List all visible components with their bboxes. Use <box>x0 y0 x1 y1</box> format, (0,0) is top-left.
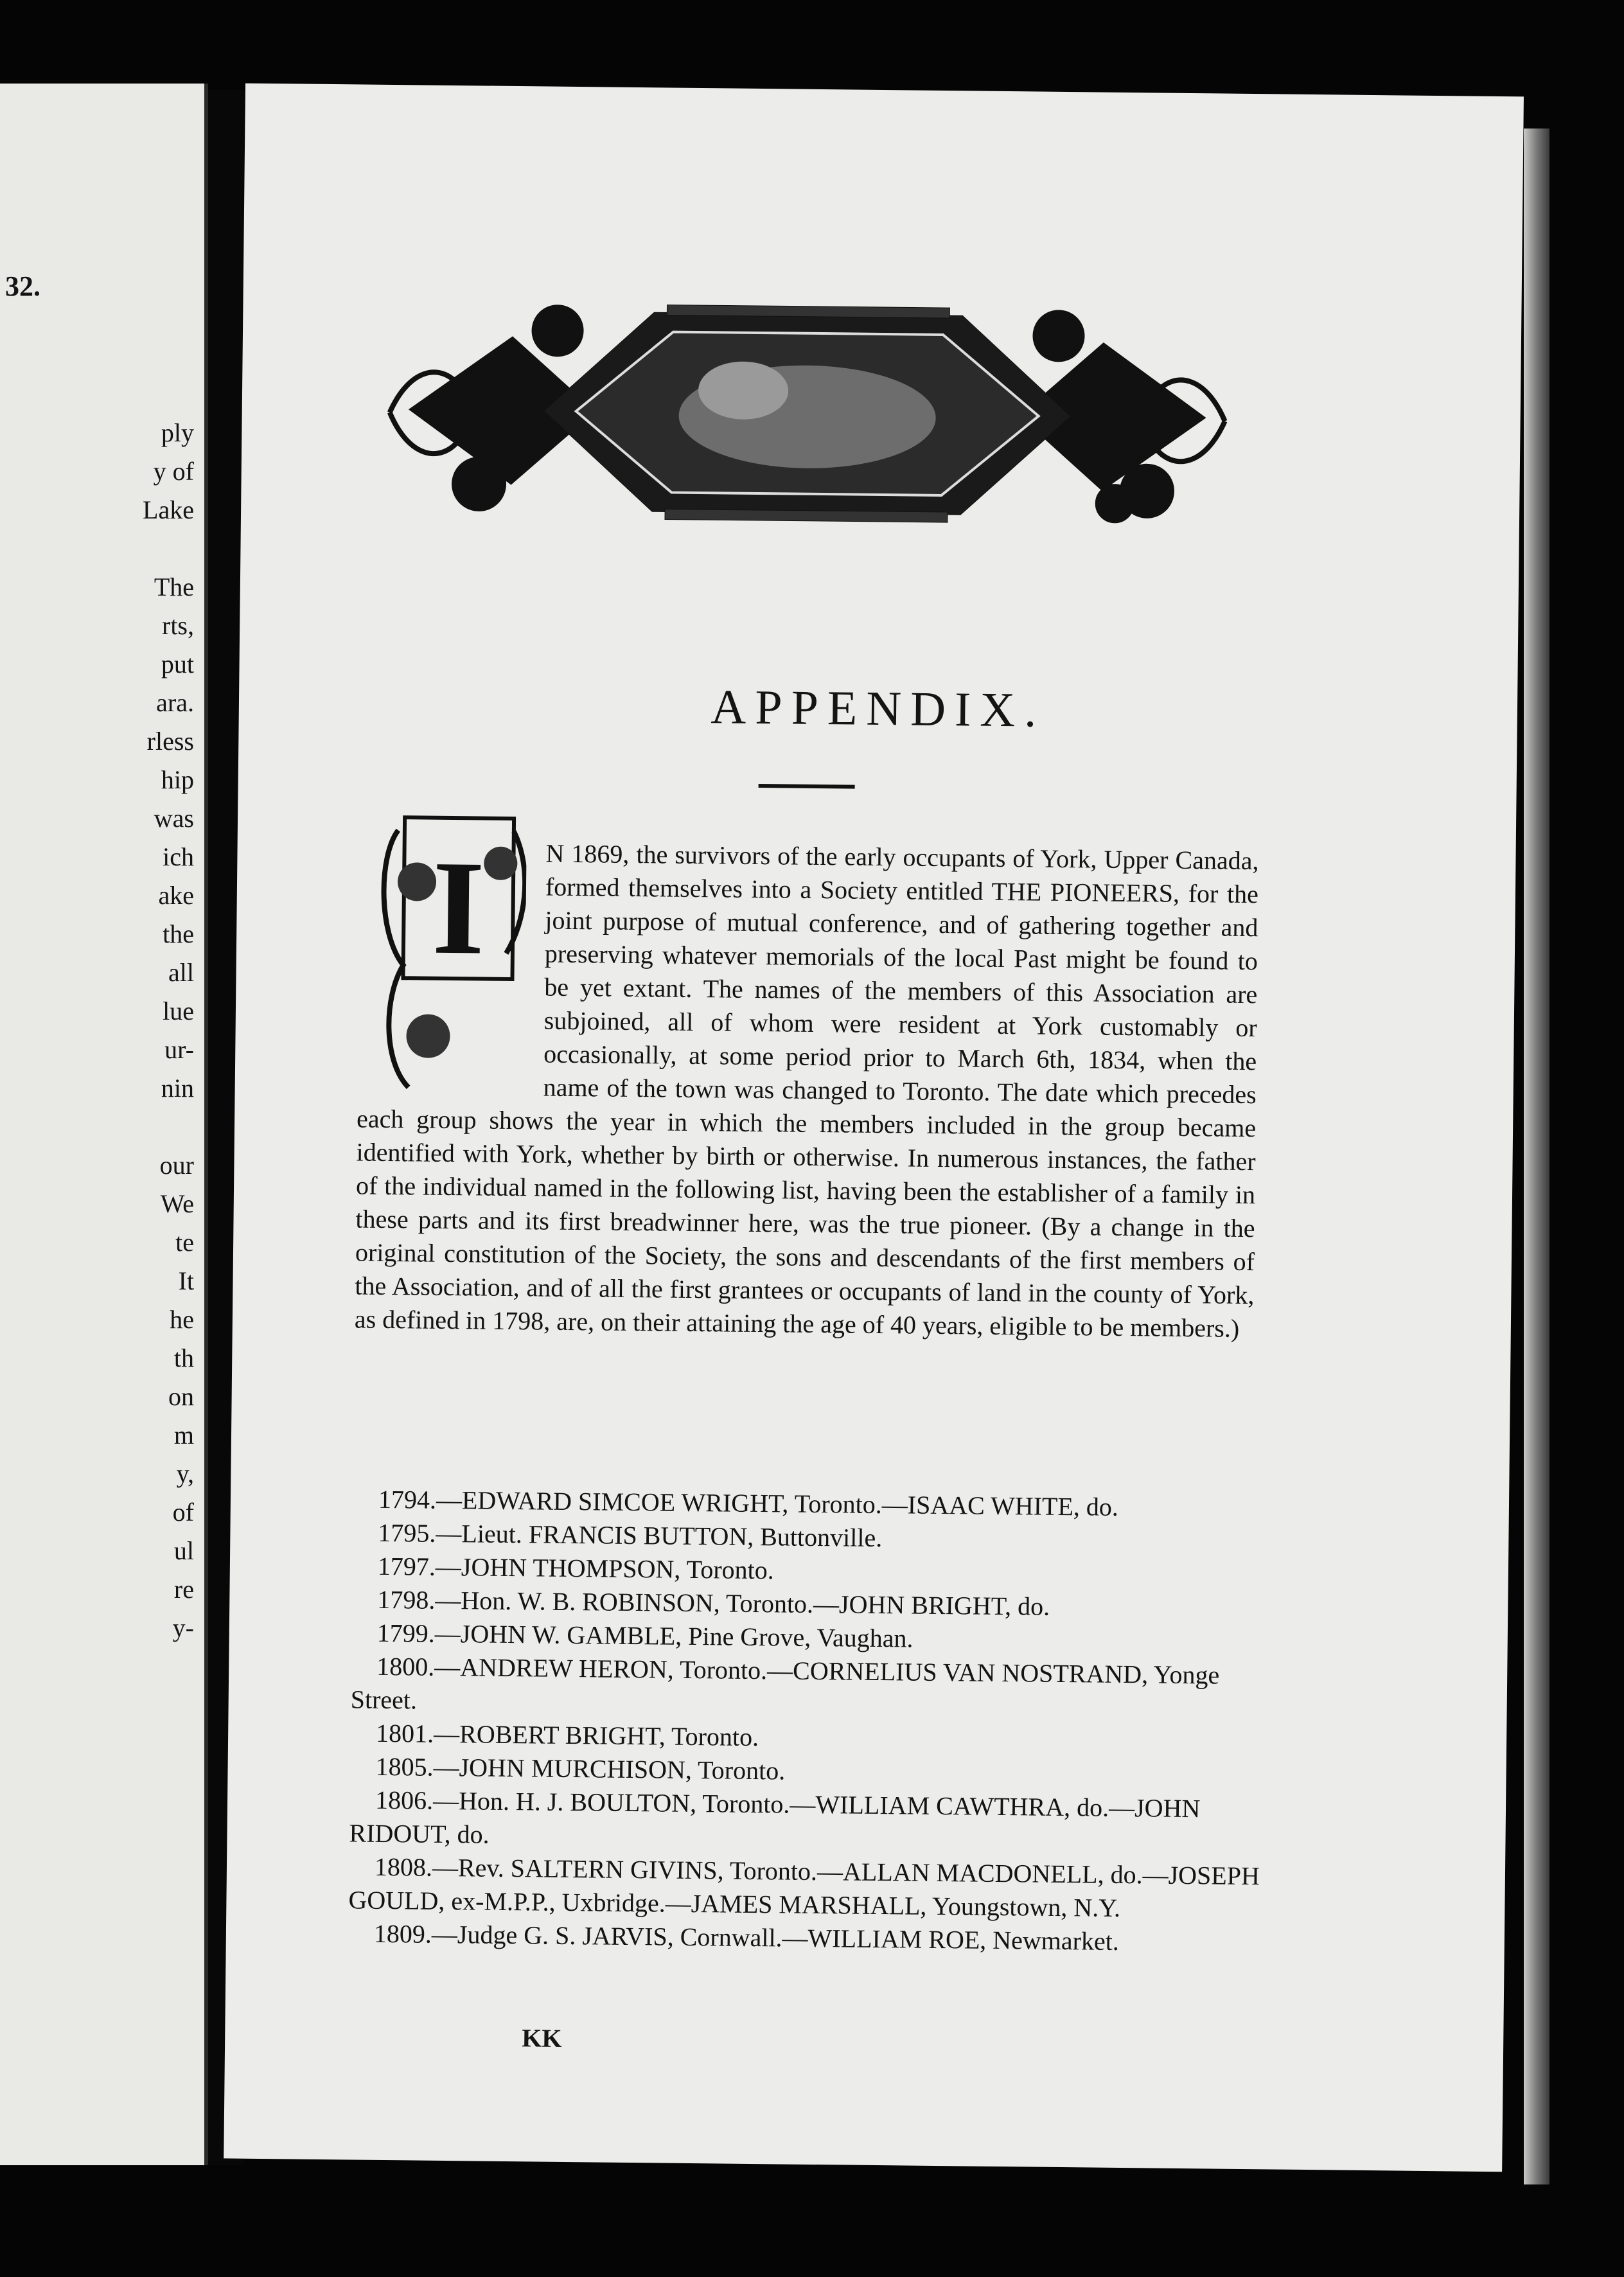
left-page <box>0 84 208 2165</box>
member-entry: 1809.—Judge G. S. JARVIS, Cornwall.—WILLIAM ROE, Newmarket. <box>373 1918 1120 1956</box>
page-edge <box>1524 128 1549 2184</box>
left-page-fragment: re <box>173 1575 194 1604</box>
left-page-fragment: Lake <box>143 495 194 524</box>
left-page-number: 32. <box>5 270 40 302</box>
signature-mark: KK <box>521 2023 562 2053</box>
appendix-title: APPENDIX. <box>710 680 1046 738</box>
left-page-fragment: nin <box>161 1074 194 1103</box>
left-page-fragment: rts, <box>162 611 194 640</box>
member-entry: 1798.—Hon. W. B. ROBINSON, Toronto.—JOHN BRIGHT, do. <box>377 1584 1050 1621</box>
left-page-fragment: y of <box>153 457 194 486</box>
left-page-fragment: ply <box>161 418 194 447</box>
left-page-fragment: ul <box>173 1536 194 1565</box>
member-entry: 1805.—JOHN MURCHISON, Toronto. <box>375 1751 786 1785</box>
member-entry: 1808.—Rev. SALTERN GIVINS, Toronto.—ALLAN MACDONELL, do.—JOSEPH GOULD, ex-M.P.P., Uxbridge.—JAMES MARSHALL, Youngstown, N.Y. <box>348 1852 1260 1922</box>
left-page-fragment: m <box>173 1421 194 1449</box>
left-page-fragment: th <box>173 1343 194 1372</box>
main-page <box>224 84 1524 2172</box>
left-page-fragment: rless <box>146 727 194 756</box>
title-rule <box>759 784 855 789</box>
member-entry: 1800.—ANDREW HERON, Toronto.—CORNELIUS VAN NOSTRAND, Yonge Street. <box>350 1651 1220 1715</box>
member-entry: 1795.—Lieut. FRANCIS BUTTON, Buttonville. <box>378 1518 883 1553</box>
drop-cap-letter: I <box>431 833 486 983</box>
left-page-fragment: on <box>168 1382 194 1411</box>
intro-text: N 1869, the survivors of the early occupants of York, Upper Canada, formed themselves into a Society entitled THE PIONEERS, for the joint purpose of mutual conference, and of gathering together and preserving whatever memorials of the local Past might be found to be yet extant. The names of the members of this Association are subjoined, all of whom were resident at York customably or occasionally, at some period prior to March 6th, 1834, when the name of the town was changed to Toronto. The date which precedes each group shows the year in which the members included in the group became identified with York, whether by birth or otherwise. In numerous instances, the father of the individual named in the following list, having been the establisher of a family in these parts and its first breadwinner here, was the true pioneer. (By a change in the original constitution of the Society, the sons and descendants of the first members of the Association, and of all the first grantees or occupants of land in the county of York, as defined in 1798, are, on their attaining the age of 40 years, eligible to be members.) <box>354 838 1259 1343</box>
member-entry: 1806.—Hon. H. J. BOULTON, Toronto.—WILLIAM CAWTHRA, do.—JOHN RIDOUT, do. <box>349 1785 1201 1849</box>
left-page-fragment: It <box>178 1266 194 1295</box>
member-entry: 1799.—JOHN W. GAMBLE, Pine Grove, Vaughan. <box>376 1618 914 1653</box>
left-page-fragment: hip <box>161 765 194 794</box>
left-page-fragment: ich <box>163 842 194 871</box>
member-entry: 1794.—EDWARD SIMCOE WRIGHT, Toronto.—ISAAC WHITE, do. <box>378 1484 1119 1521</box>
left-page-fragment: the <box>163 919 194 948</box>
left-page-fragment: ur- <box>164 1035 194 1064</box>
left-page-fragment: he <box>170 1305 194 1334</box>
left-page-fragment: was <box>154 804 194 833</box>
left-page-fragment: We <box>160 1189 194 1218</box>
left-page-fragment: te <box>175 1228 194 1257</box>
left-page-fragment: lue <box>163 997 194 1025</box>
left-page-fragment: ake <box>158 881 194 910</box>
left-page-fragment: of <box>172 1498 194 1527</box>
left-page-fragment: our <box>159 1151 194 1180</box>
member-list <box>348 1482 1266 1960</box>
member-entry: 1797.—JOHN THOMPSON, Toronto. <box>377 1551 775 1585</box>
left-page-fragment: The <box>154 572 194 601</box>
intro-paragraph <box>355 835 1259 1346</box>
left-page-fragment: put <box>161 650 194 678</box>
left-page-fragment: all <box>168 958 194 987</box>
drop-cap-space <box>357 835 546 1101</box>
left-page-fragment: y, <box>176 1459 194 1488</box>
left-page-fragment: y- <box>172 1613 194 1642</box>
ornamental-headpiece <box>382 290 1233 537</box>
member-entry: 1801.—ROBERT BRIGHT, Toronto. <box>375 1718 759 1752</box>
left-page-fragment: ara. <box>156 688 194 717</box>
